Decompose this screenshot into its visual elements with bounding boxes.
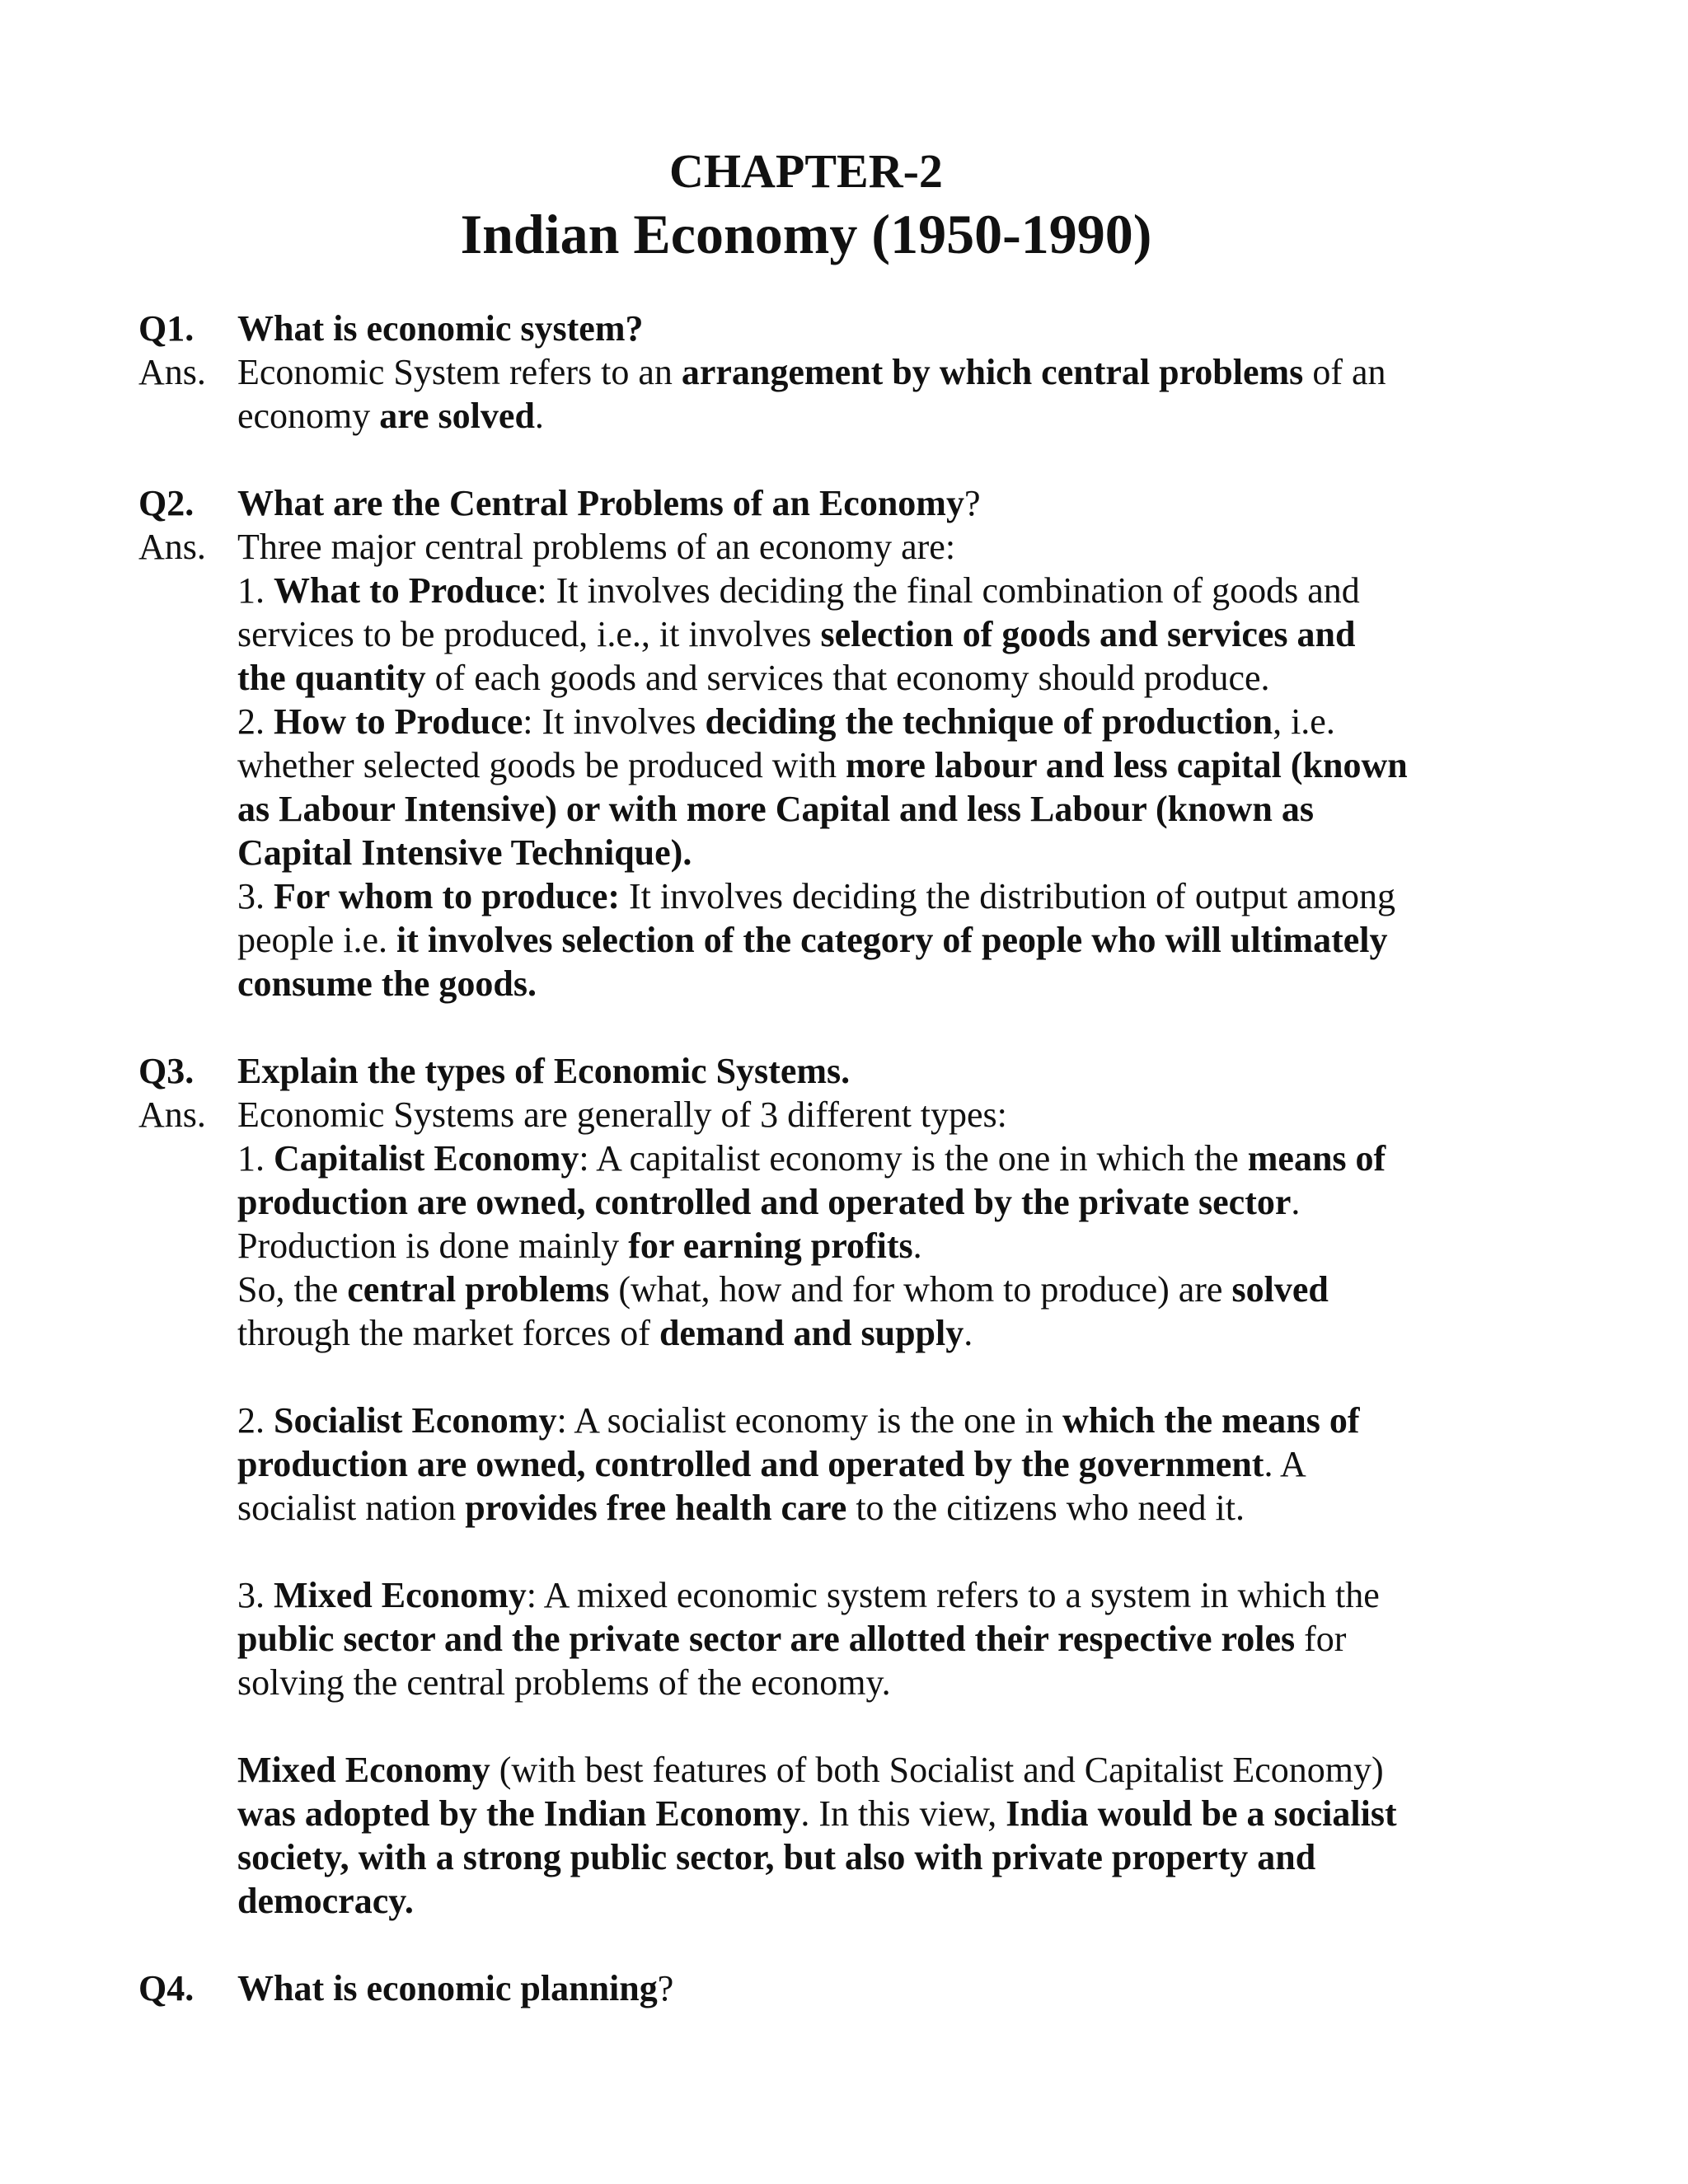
q3-capitalist-line-1: 1. Capitalist Economy: A capitalist economy is the one in which the means of (237, 1138, 1386, 1179)
q2-point-3-line-1: 3. For whom to produce: It involves deciding the distribution of output among (237, 876, 1396, 916)
q1-ans-label: Ans. (138, 352, 206, 392)
q2-point-2-line-1: 2. How to Produce: It involves deciding the technique of production, i.e. (237, 701, 1335, 742)
q3-ans-label: Ans. (138, 1094, 206, 1135)
q3-label: Q3. (138, 1051, 195, 1091)
q3-mixed-line-3: solving the central problems of the economy. (237, 1662, 891, 1703)
q3-capitalist-line-3: Production is done mainly for earning profits. (237, 1226, 922, 1266)
q3-summary-line-4: democracy. (237, 1881, 414, 1921)
q2-ans-label: Ans. (138, 527, 206, 567)
q3-mixed-line-2: public sector and the private sector are allotted their respective roles for (237, 1619, 1347, 1659)
q2-point-2-line-3: as Labour Intensive) or with more Capital and less Labour (known as (237, 789, 1314, 829)
q1-answer-line-2: economy are solved. (237, 396, 544, 436)
q3-intro: Economic Systems are generally of 3 different types: (237, 1094, 1007, 1135)
chapter-heading: CHAPTER-2 (669, 144, 943, 198)
q2-point-3-line-3: consume the goods. (237, 963, 537, 1004)
q3-socialist-line-1: 2. Socialist Economy: A socialist economy is the one in which the means of (237, 1400, 1360, 1441)
q2-question: What are the Central Problems of an Economy? (237, 483, 981, 523)
page-title: Indian Economy (1950-1990) (460, 203, 1152, 265)
q3-capitalist-line-2: production are owned, controlled and operated by the private sector. (237, 1182, 1301, 1222)
q3-socialist-line-3: socialist nation provides free health care to the citizens who need it. (237, 1488, 1245, 1528)
q3-socialist-line-2: production are owned, controlled and operated by the government. A (237, 1444, 1306, 1484)
q2-point-3-line-2: people i.e. it involves selection of the category of people who will ultimately (237, 920, 1388, 960)
q3-summary-line-1: Mixed Economy (with best features of both Socialist and Capitalist Economy) (237, 1750, 1384, 1790)
q1-label: Q1. (138, 308, 195, 349)
q1-answer-line-1: Economic System refers to an arrangement by which central problems of an (237, 352, 1386, 392)
q2-point-1-line-3: the quantity of each goods and services that economy should produce. (237, 658, 1270, 698)
q2-intro: Three major central problems of an economy are: (237, 527, 956, 567)
q3-summary-line-3: society, with a strong public sector, but also with private property and (237, 1837, 1316, 1877)
q2-point-1-line-1: 1. What to Produce: It involves deciding the final combination of goods and (237, 570, 1360, 611)
q1-question: What is economic system? (237, 308, 644, 349)
q3-mixed-line-1: 3. Mixed Economy: A mixed economic system refers to a system in which the (237, 1575, 1380, 1615)
q2-point-1-line-2: services to be produced, i.e., it involves selection of goods and services and (237, 614, 1356, 654)
q2-point-2-line-4: Capital Intensive Technique). (237, 832, 692, 873)
q3-capitalist-line-4: So, the central problems (what, how and for whom to produce) are solved (237, 1269, 1329, 1310)
q2-label: Q2. (138, 483, 195, 523)
q3-summary-line-2: was adopted by the Indian Economy. In this view, India would be a socialist (237, 1793, 1397, 1834)
q4-question: What is economic planning? (237, 1968, 674, 2008)
q3-capitalist-line-5: through the market forces of demand and supply. (237, 1313, 973, 1353)
q4-label: Q4. (138, 1968, 195, 2008)
q2-point-2-line-2: whether selected goods be produced with more labour and less capital (known (237, 745, 1408, 785)
q3-question: Explain the types of Economic Systems. (237, 1051, 851, 1091)
